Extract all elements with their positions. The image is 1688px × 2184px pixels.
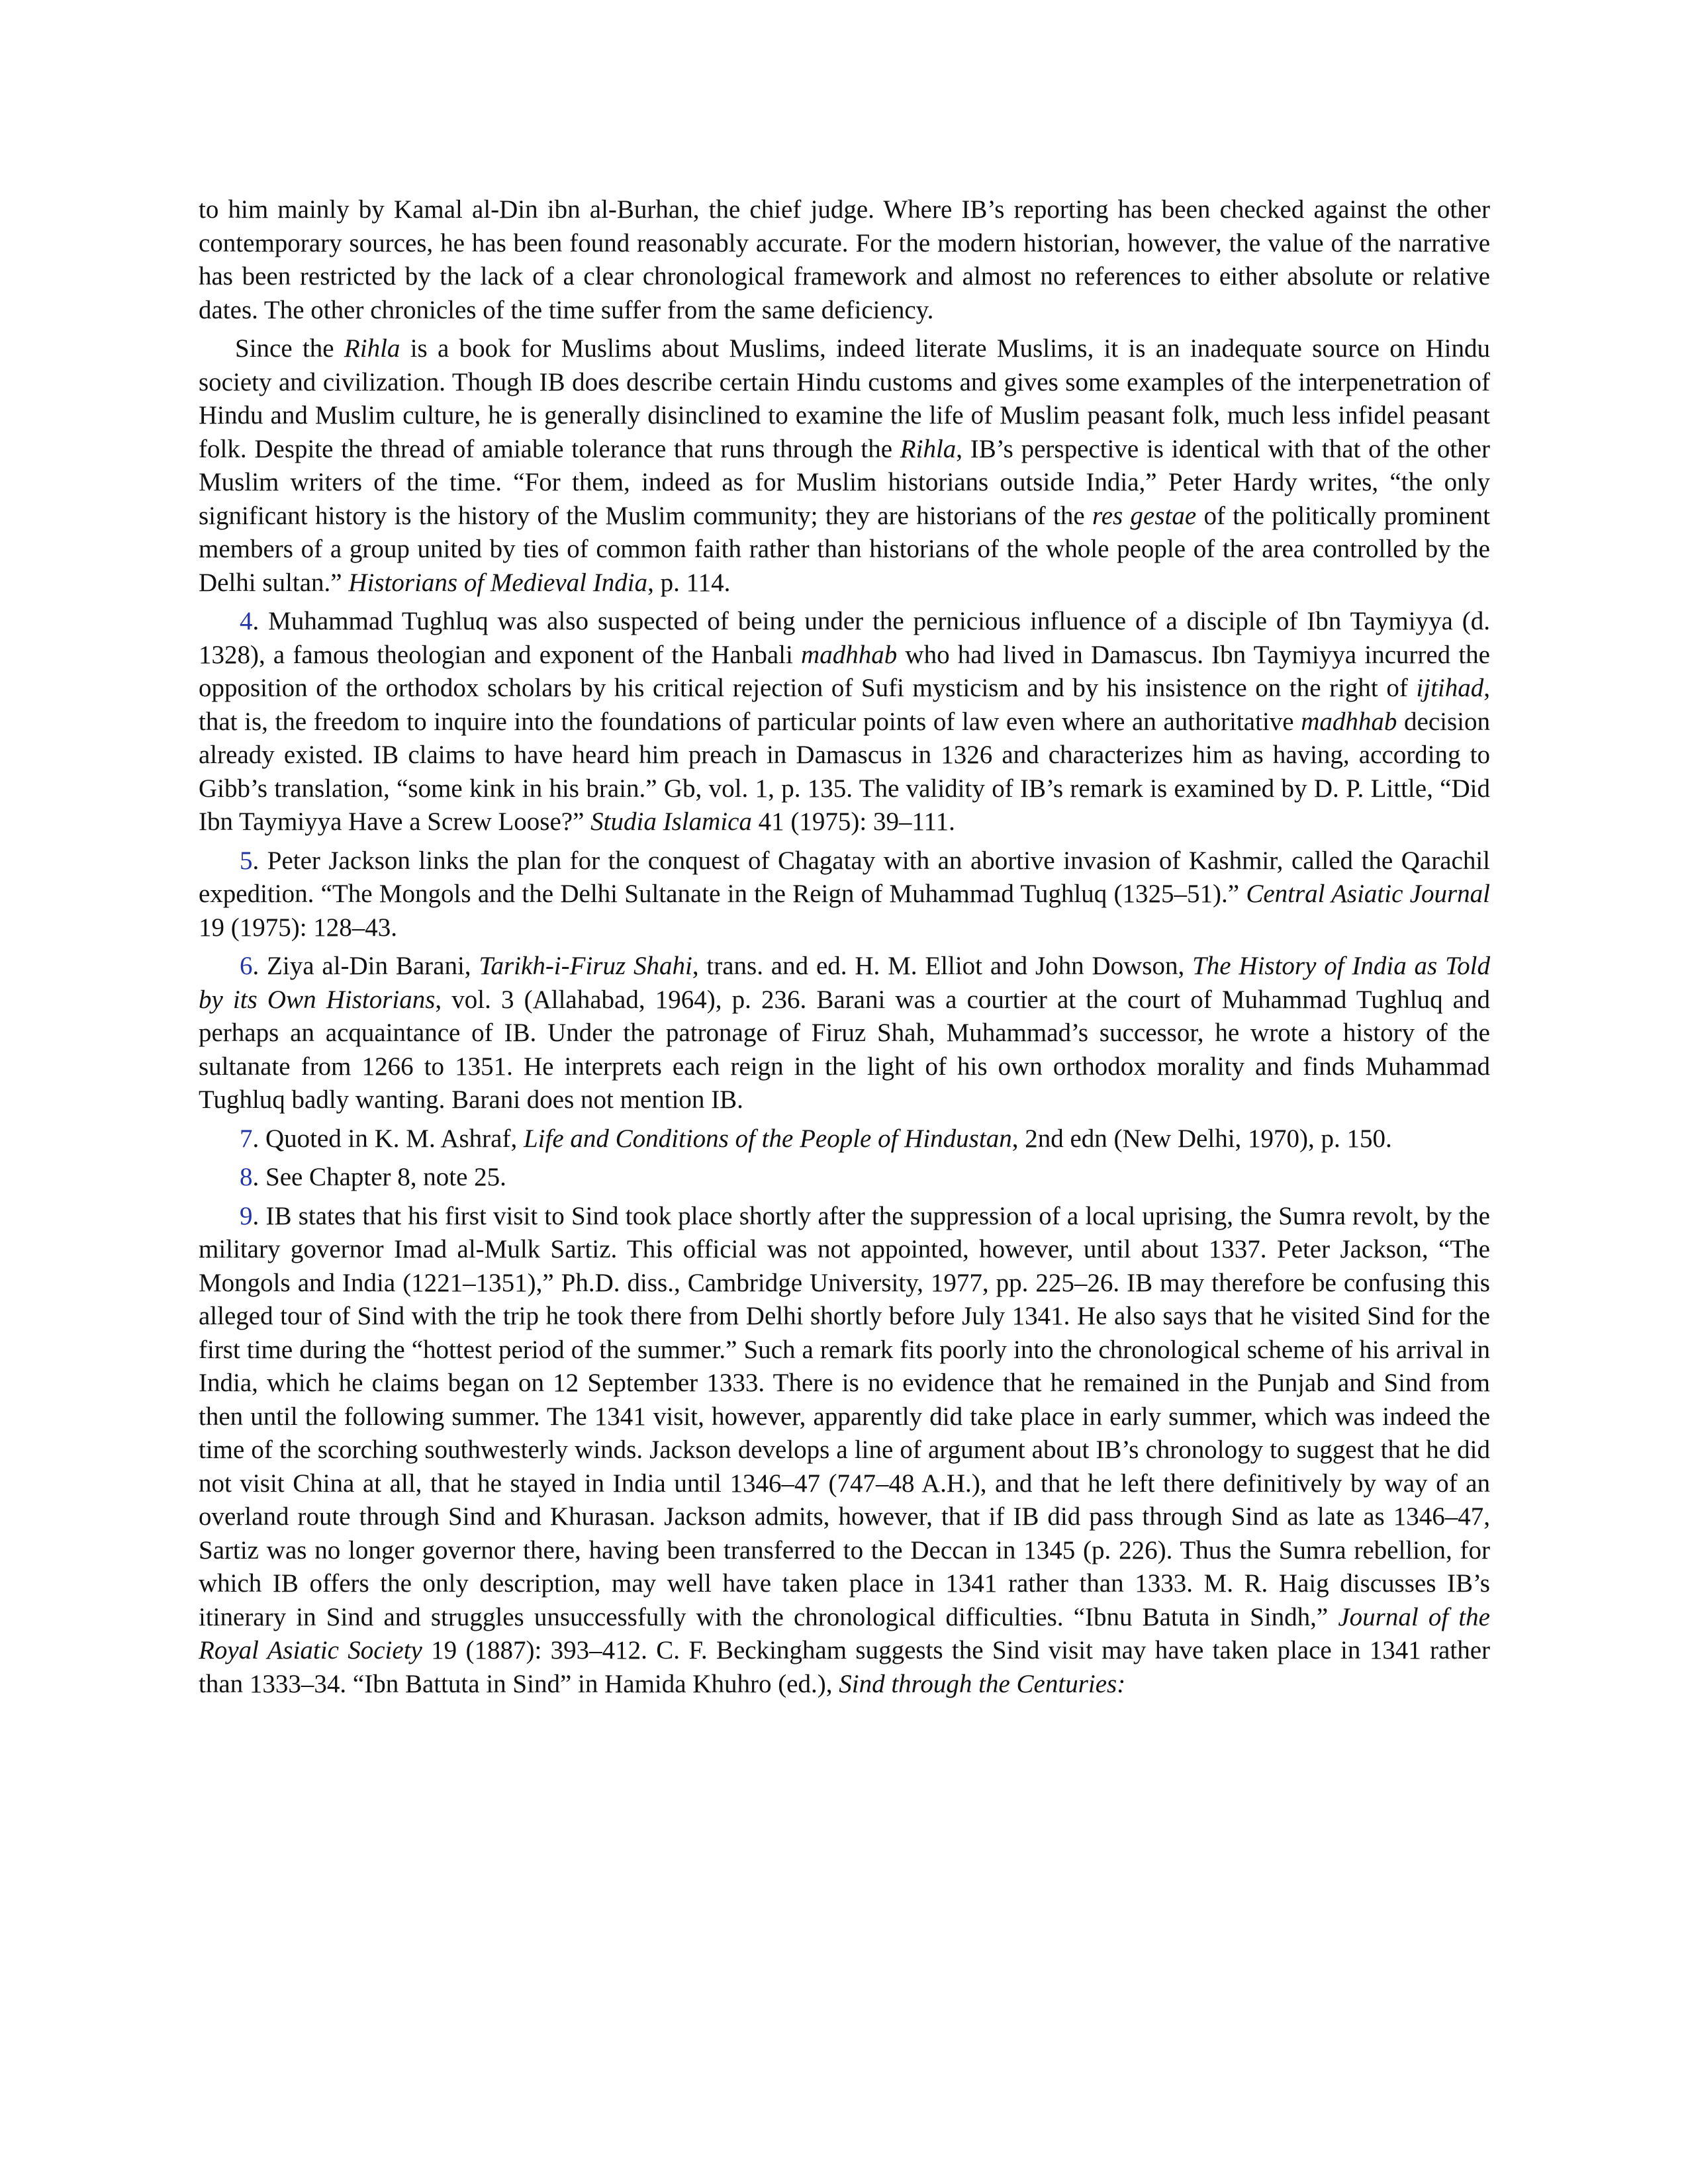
text-run: , p. 114.	[647, 568, 731, 597]
italic-title: Sind through the Centuries:	[839, 1669, 1126, 1698]
italic-term: ijtihad	[1416, 674, 1484, 702]
italic-title: Journal of the Royal Asiatic Society	[199, 1602, 1490, 1664]
paragraph-continuation	[199, 193, 1490, 327]
italic-title: Tarikh-i-Firuz Shahi	[479, 952, 692, 980]
text-run: , trans. and ed. H. M. Elliot and John Dowson,	[692, 952, 1193, 980]
text-run: . Quoted in K. M. Ashraf,	[252, 1124, 524, 1153]
text-run: 19 (1887): 393–412. C. F. Beckingham suggests the Sind visit may have taken place in 1341 rather than 1333–34. “Ibn Battuta in Sind” in Hamida Khuhro (ed.),	[199, 1636, 1490, 1698]
italic-title: Historians of Medieval India	[348, 568, 648, 597]
italic-title: Rihla	[344, 334, 400, 363]
note-4	[199, 605, 1490, 839]
notes-page-body	[199, 193, 1490, 1706]
text-run: , 2nd edn (New Delhi, 1970), p. 150.	[1011, 1124, 1392, 1153]
text-run: 41 (1975): 39–111.	[751, 807, 955, 836]
note-number-link[interactable]: 9	[240, 1201, 253, 1230]
text-run: , IB’s perspective is identical with that of the other Muslim writers of the time. “For them, indeed as for Muslim historians outside India,” Peter Hardy writes, “the only significant history is the history of the Muslim community; they are historians of the	[199, 434, 1490, 530]
text-run: . Muhammad Tughluq was also suspected of being under the pernicious influence of a disciple of Ibn Taymiyya (d. 1328), a famous theologian and exponent of the Hanbali	[199, 607, 1490, 669]
italic-title: The History of India as Told by its Own Historians	[199, 952, 1491, 1014]
note-5	[199, 844, 1490, 945]
text-run: 19 (1975): 128–43.	[199, 913, 398, 942]
text-run: Since the	[235, 334, 344, 363]
note-number-link[interactable]: 7	[240, 1124, 253, 1153]
text-run: to him mainly by Kamal al-Din ibn al-Burhan, the chief judge. Where IB’s reporting has been checked against the other contemporary sources, he has been found reasonably accurate. For the modern historian, however, the value of the narrative has been restricted by the lack of a clear chronological framework and almost no references to either absolute or relative dates. The other chronicles of the time suffer from the same deficiency.	[199, 195, 1490, 324]
text-run: , that is, the freedom to inquire into the foundations of particular points of law even where an authoritative	[199, 674, 1490, 736]
italic-term: madhhab	[801, 640, 898, 669]
text-run: , vol. 3 (Allahabad, 1964), p. 236. Barani was a courtier at the court of Muhammad Tughluq and perhaps an acquaintance of IB. Under the patronage of Firuz Shah, Muhammad’s successor, he wrote a history of the sultanate from 1266 to 1351. He interprets each reign in the light of his own orthodox morality and finds Muhammad Tughluq badly wanting. Barani does not mention IB.	[199, 985, 1490, 1114]
note-7	[199, 1122, 1490, 1156]
note-9	[199, 1200, 1490, 1702]
paragraph-rihla-source	[199, 332, 1490, 600]
text-run: decision already existed. IB claims to have heard him preach in Damascus in 1326 and characterizes him as having, according to Gibb’s translation, “some kink in his brain.” Gb, vol. 1, p. 135. The validity of IB’s remark is examined by D. P. Little, “Did Ibn Taymiyya Have a Screw Loose?”	[199, 707, 1491, 836]
italic-term: res gestae	[1092, 501, 1197, 530]
italic-title: Life and Conditions of the People of Hindustan	[523, 1124, 1012, 1153]
note-number-link[interactable]: 8	[240, 1163, 253, 1191]
italic-title: Studia Islamica	[590, 807, 752, 836]
text-run: . Ziya al-Din Barani,	[252, 952, 479, 980]
note-number-link[interactable]: 6	[240, 952, 253, 980]
italic-title: Central Asiatic Journal	[1246, 880, 1491, 908]
note-number-link[interactable]: 4	[240, 607, 253, 635]
note-number-link[interactable]: 5	[240, 846, 253, 875]
text-run: . Peter Jackson links the plan for the conquest of Chagatay with an abortive invasion of Kashmir, called the Qarachil expedition. “The Mongols and the Delhi Sultanate in the Reign of Muhammad Tughluq (1325–51).”	[199, 846, 1490, 908]
italic-term: madhhab	[1301, 707, 1397, 736]
text-run: of the politically prominent members of a group united by ties of common faith rather than historians of the whole people of the area controlled by the Delhi sultan.”	[199, 501, 1490, 597]
text-run: who had lived in Damascus. Ibn Taymiyya incurred the opposition of the orthodox scholars by his critical rejection of Sufi mysticism and by his insistence on the right of	[199, 640, 1490, 702]
text-run: . IB states that his first visit to Sind took place shortly after the suppression of a local uprising, the Sumra revolt, by the military governor Imad al-Mulk Sartiz. This official was not appointed, however, until about 1337. Peter Jackson, “The Mongols and India (1221–1351),” Ph.D. diss., Cambridge University, 1977, pp. 225–26. IB may therefore be confusing this alleged tour of Sind with the trip he took there from Delhi shortly before July 1341. He also says that he visited Sind for the first time during the “hottest period of the summer.” Such a remark fits poorly into the chronological scheme of his arrival in India, which he claims began on 12 September 1333. There is no evidence that he remained in the Punjab and Sind from then until the following summer. The 1341 visit, however, apparently did take place in early summer, which was indeed the time of the scorching southwesterly winds. Jackson develops a line of argument about IB’s chronology to suggest that he did not visit China at all, that he stayed in India until 1346–47 (747–48 A.H.), and that he left there definitively by way of an overland route through Sind and Khurasan. Jackson admits, however, that if IB did pass through Sind as late as 1346–47, Sartiz was no longer governor there, having been transferred to the Deccan in 1345 (p. 226). Thus the Sumra rebellion, for which IB offers the only description, may well have taken place in 1341 rather than 1333. M. R. Haig discusses IB’s itinerary in Sind and struggles unsuccessfully with the chronological difficulties. “Ibnu Batuta in Sindh,”	[199, 1201, 1490, 1631]
text-run: . See Chapter 8, note 25.	[252, 1163, 506, 1191]
note-8	[199, 1161, 1490, 1195]
text-run: is a book for Muslims about Muslims, indeed literate Muslims, it is an inadequate source on Hindu society and civilization. Though IB does describe certain Hindu customs and gives some examples of the interpenetration of Hindu and Muslim culture, he is generally disinclined to examine the life of Muslim peasant folk, much less infidel peasant folk. Despite the thread of amiable tolerance that runs through the	[199, 334, 1490, 463]
italic-title: Rihla	[900, 434, 957, 463]
note-6	[199, 950, 1490, 1117]
